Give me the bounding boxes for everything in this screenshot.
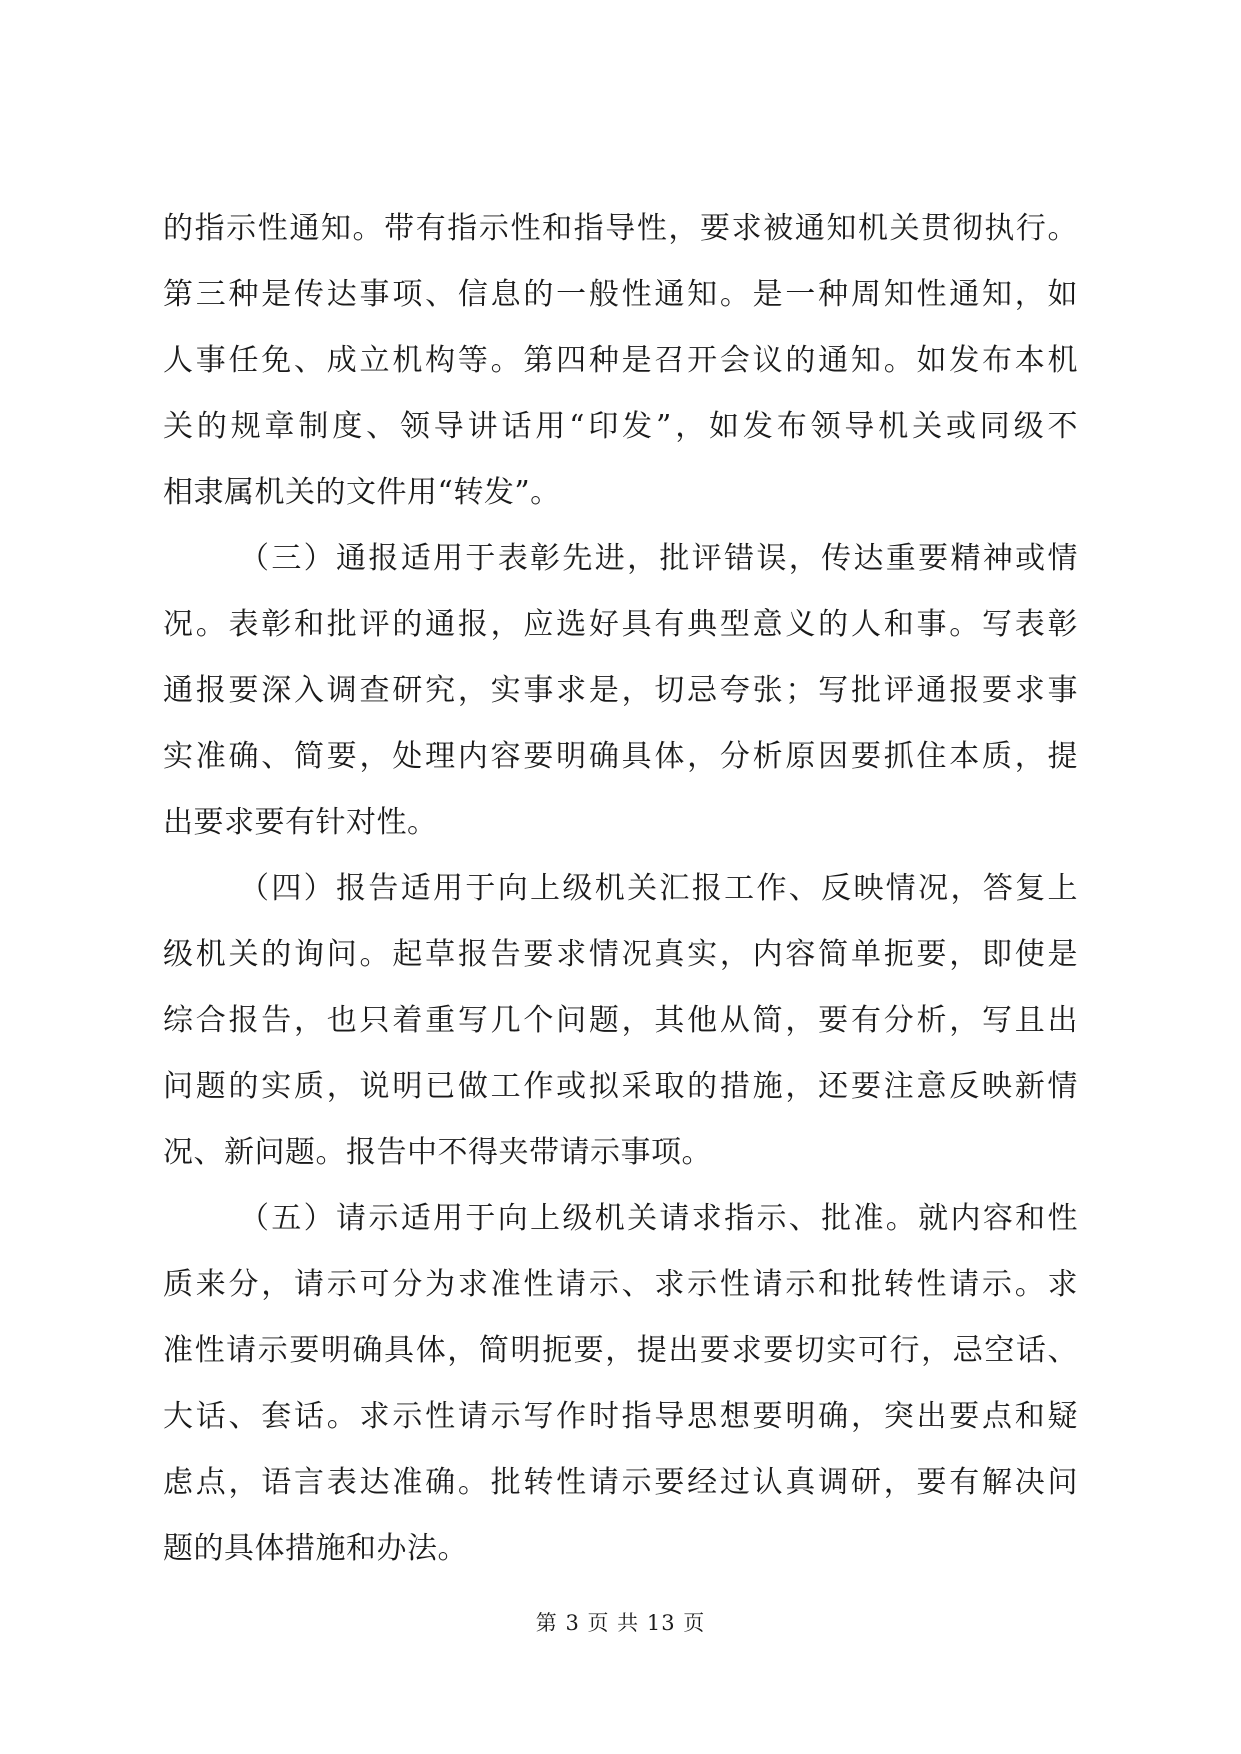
page-footer: 第 3 页 共 13 页 (535, 1611, 706, 1635)
text-line: （四）报告适用于向上级机关汇报工作、反映情况，答复上 (239, 871, 1078, 906)
document-body (163, 196, 1078, 1582)
text-line: 综合报告，也只着重写几个问题，其他从简，要有分析，写且出 (163, 1003, 1078, 1038)
text-line: 题的具体措施和办法。 (163, 1531, 468, 1566)
text-line: 况。表彰和批评的通报，应选好具有典型意义的人和事。写表彰 (163, 607, 1078, 642)
text-line: 问题的实质，说明已做工作或拟采取的措施，还要注意反映新情 (163, 1069, 1078, 1104)
text-line: 况、新问题。报告中不得夹带请示事项。 (163, 1135, 712, 1170)
text-line: 的指示性通知。带有指示性和指导性，要求被通知机关贯彻执行。 (163, 211, 1078, 246)
text-line: 大话、套话。求示性请示写作时指导思想要明确，突出要点和疑 (163, 1399, 1078, 1434)
text-line: 准性请示要明确具体，简明扼要，提出要求要切实可行，忌空话、 (163, 1333, 1078, 1368)
text-line: 相隶属机关的文件用“转发”。 (163, 475, 561, 510)
text-line: 通报要深入调查研究，实事求是，切忌夸张；写批评通报要求事 (163, 673, 1078, 708)
text-line: 虑点，语言表达准确。批转性请示要经过认真调研，要有解决问 (163, 1465, 1078, 1500)
text-line: 人事任免、成立机构等。第四种是召开会议的通知。如发布本机 (163, 343, 1078, 378)
text-line: 第三种是传达事项、信息的一般性通知。是一种周知性通知，如 (163, 277, 1078, 312)
text-line: 级机关的询问。起草报告要求情况真实，内容简单扼要，即使是 (163, 937, 1078, 972)
text-line: 实准确、简要，处理内容要明确具体，分析原因要抓住本质，提 (163, 739, 1078, 774)
text-line: 质来分，请示可分为求准性请示、求示性请示和批转性请示。求 (163, 1267, 1078, 1302)
text-line: 关的规章制度、领导讲话用“印发”，如发布领导机关或同级不 (163, 409, 1078, 444)
text-line: 出要求要有针对性。 (163, 805, 438, 840)
text-line: （三）通报适用于表彰先进，批评错误，传达重要精神或情 (239, 541, 1078, 576)
text-line: （五）请示适用于向上级机关请求指示、批准。就内容和性 (239, 1201, 1078, 1236)
